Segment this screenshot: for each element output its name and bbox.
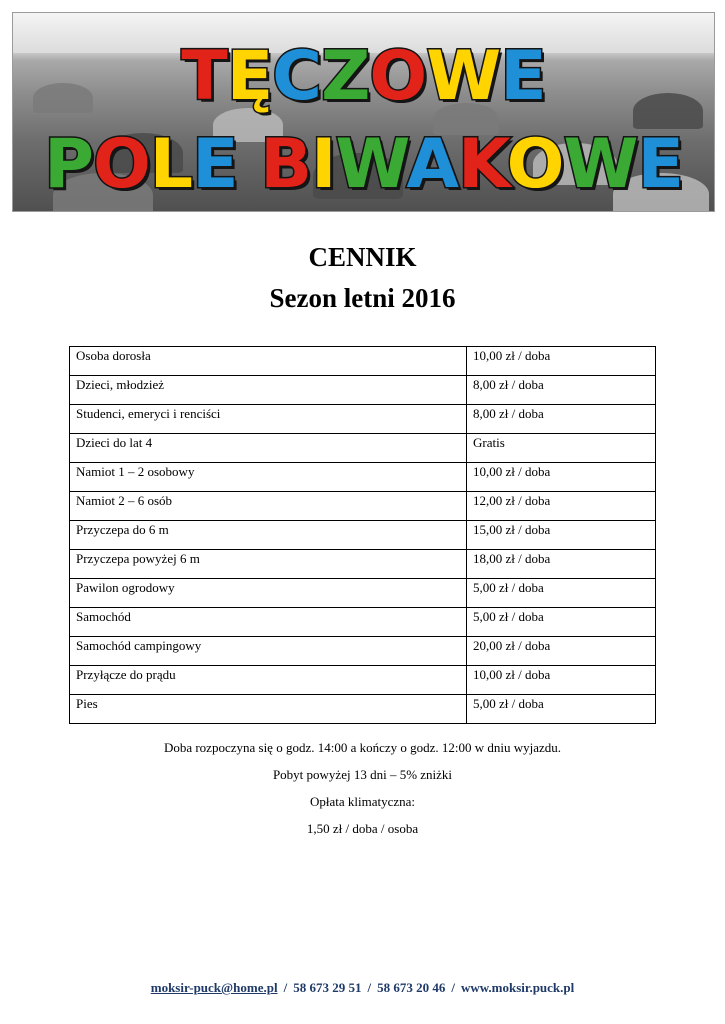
logo-letter: Ę xyxy=(226,37,273,116)
item-name-cell: Pies xyxy=(70,695,467,724)
item-name-cell: Namiot 1 – 2 osobowy xyxy=(70,463,467,492)
price-cell: 10,00 zł / doba xyxy=(467,347,656,376)
logo-letter: L xyxy=(149,125,193,204)
logo-letter: C xyxy=(272,37,322,116)
logo-letter: W xyxy=(426,37,501,116)
item-name-cell: Samochód campingowy xyxy=(70,637,467,666)
logo-letter: E xyxy=(192,125,238,204)
table-row xyxy=(70,666,656,695)
contact-footer xyxy=(0,980,725,996)
price-cell: 5,00 zł / doba xyxy=(467,608,656,637)
table-row xyxy=(70,347,656,376)
logo-letter: A xyxy=(406,125,458,204)
logo-letter: I xyxy=(311,125,336,204)
table-row xyxy=(70,492,656,521)
price-cell: 5,00 zł / doba xyxy=(467,579,656,608)
campsite-photo xyxy=(12,12,715,212)
item-name-cell: Przyczepa do 6 m xyxy=(70,521,467,550)
price-cell: Gratis xyxy=(467,434,656,463)
price-cell: 5,00 zł / doba xyxy=(467,695,656,724)
note-check-in-out: Doba rozpoczyna się o godz. 14:00 a kończy o godz. 12:00 w dniu wyjazdu. xyxy=(163,740,562,755)
table-row xyxy=(70,376,656,405)
phone-number-1: 58 673 29 51 xyxy=(293,980,362,995)
price-cell: 12,00 zł / doba xyxy=(467,492,656,521)
price-cell: 20,00 zł / doba xyxy=(467,637,656,666)
header-banner xyxy=(0,0,725,224)
logo-letter: W xyxy=(563,125,638,204)
page-title: CENNIK xyxy=(308,242,417,272)
price-cell: 10,00 zł / doba xyxy=(467,463,656,492)
logo-letter: K xyxy=(457,125,507,204)
item-name-cell: Osoba dorosła xyxy=(70,347,467,376)
item-name-cell: Namiot 2 – 6 osób xyxy=(70,492,467,521)
note-climate-fee-label: Opłata klimatyczna: xyxy=(309,794,416,809)
table-row xyxy=(70,550,656,579)
table-row xyxy=(70,521,656,550)
logo-title-line1 xyxy=(13,37,714,116)
note-discount: Pobyt powyżej 13 dni – 5% zniżki xyxy=(272,767,453,782)
table-row xyxy=(70,608,656,637)
price-cell: 18,00 zł / doba xyxy=(467,550,656,579)
logo-letter: B xyxy=(260,125,312,204)
footer-separator: / xyxy=(283,980,288,995)
footer-separator: / xyxy=(451,980,455,995)
phone-number-2: 58 673 20 46 xyxy=(377,980,446,995)
logo-letter: O xyxy=(369,37,427,116)
logo-title-line2 xyxy=(13,125,714,204)
item-name-cell: Przyłącze do prądu xyxy=(70,666,467,695)
item-name-cell: Dzieci, młodzież xyxy=(70,376,467,405)
price-cell: 10,00 zł / doba xyxy=(467,666,656,695)
email-link[interactable]: moksir-puck@home.pl xyxy=(150,980,278,995)
price-cell: 8,00 zł / doba xyxy=(467,376,656,405)
price-cell: 8,00 zł / doba xyxy=(467,405,656,434)
table-row xyxy=(70,463,656,492)
logo-letter: E xyxy=(637,125,683,204)
table-row xyxy=(70,434,656,463)
logo-letter: W xyxy=(335,125,407,204)
logo-letter: T xyxy=(181,37,227,116)
item-name-cell: Pawilon ogrodowy xyxy=(70,579,467,608)
price-table xyxy=(69,346,656,724)
logo-letter: E xyxy=(500,37,546,116)
website-link[interactable]: www.moksir.puck.pl xyxy=(460,980,575,995)
table-row xyxy=(70,695,656,724)
item-name-cell: Studenci, emeryci i renciści xyxy=(70,405,467,434)
logo-letter: Z xyxy=(321,37,370,116)
logo-letter: O xyxy=(92,125,150,204)
table-row xyxy=(70,579,656,608)
table-row xyxy=(70,637,656,666)
item-name-cell: Samochód xyxy=(70,608,467,637)
price-cell: 15,00 zł / doba xyxy=(467,521,656,550)
logo-letter xyxy=(238,125,261,204)
price-table-body xyxy=(70,347,656,724)
page-subtitle: Sezon letni 2016 xyxy=(269,283,456,313)
item-name-cell: Dzieci do lat 4 xyxy=(70,434,467,463)
logo-letter: O xyxy=(506,125,564,204)
footer-separator: / xyxy=(367,980,372,995)
table-row xyxy=(70,405,656,434)
logo-letter: P xyxy=(44,125,93,204)
item-name-cell: Przyczepa powyżej 6 m xyxy=(70,550,467,579)
note-climate-fee-value: 1,50 zł / doba / osoba xyxy=(306,821,419,836)
